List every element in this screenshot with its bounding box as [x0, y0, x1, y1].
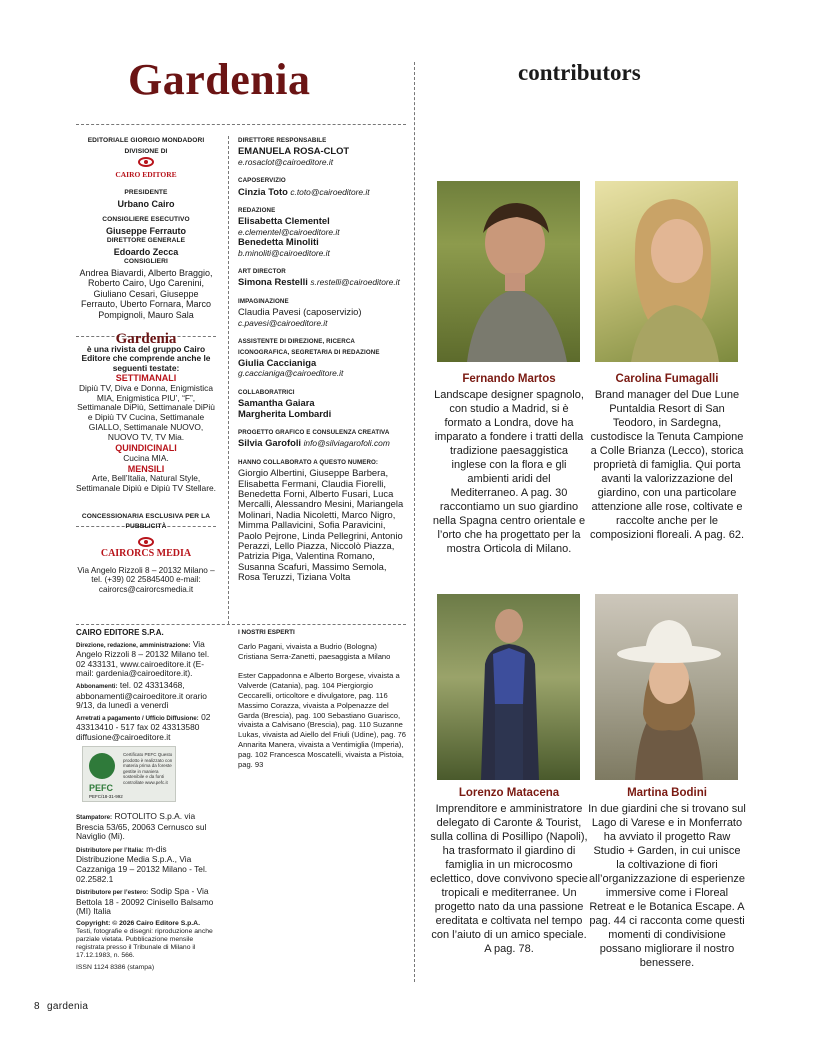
cairorcs-address: Via Angelo Rizzoli 8 – 20132 Milano – tel. (+39) 02 25845400 e-mail: cairorcs@cairorcsmedia.it — [77, 565, 215, 594]
distributore-italia-label: Distributore per l’Italia: — [76, 846, 144, 854]
rule-3 — [76, 624, 406, 625]
redazione-label: REDAZIONE — [238, 207, 276, 215]
portrait-martina-icon — [595, 594, 738, 780]
direttore-email[interactable]: e.rosaclot@cairoeditore.it — [238, 156, 334, 167]
art-email[interactable]: s.restelli@cairoeditore.it — [310, 277, 400, 288]
top-rule — [76, 124, 406, 125]
stampatore-label: Stampatore: — [76, 814, 113, 821]
copyright: Copyright: © 2026 Cairo Editore S.p.A. — [76, 919, 200, 927]
direzione: Via Angelo Rizzoli 8 – 20132 Milano tel. 02 433131, www.cairoeditore.it (E-mail: gardenia@cairoeditore.it). — [76, 638, 210, 679]
portrait-carolina-icon — [595, 181, 738, 362]
cairo-logo-text: CAIRO EDITORE — [115, 169, 177, 179]
pefc-badge — [82, 746, 176, 802]
gardenia-mini-logo: Gardenia — [115, 331, 177, 347]
impaginazione: Claudia Pavesi (caposervizio) — [238, 306, 362, 318]
collaboratrici-1: Samantha Gaiara — [238, 397, 315, 409]
redazione-2: Benedetta Minoliti — [238, 236, 319, 248]
footer-magazine: gardenia — [46, 1001, 89, 1012]
arretrati-label: Arretrati a pagamento / Ufficio Diffusione: — [76, 714, 199, 722]
consiglieri: Andrea Biavardi, Alberto Braggio, Roberto Cairo, Ugo Carenini, Giuliano Cesari, Giuseppe Ferrauto, Uberto Fornara, Marco Pompignoli, Mauro Sala — [79, 267, 213, 320]
esperti-list: Ester Cappadonna e Alberto Borgese, vivaista a Valverde (Catania), pag. 104 Piergiorgio Ceccarelli, orticoltore e divulgatore, pag. 116 Massimo Corazza, vivaista a Polpenazze del Garda (Brescia), pag. 100 Sebastiano Guarisco, vivaista a Calvisano (Brescia), pag. 110 Suzanne Lukas, vivaista ad Aiello del Friuli (Udine), pag. 76 Annarita Manera, vivaista a Ventimiglia (Imperia), pag. 102 Francesca Moscatelli, vivaista a Pistoia, pag. 93 — [238, 671, 406, 769]
direttore-generale: Edoardo Zecca — [113, 246, 179, 257]
caposervizio-email[interactable]: c.toto@cairoeditore.it — [290, 186, 370, 197]
redazione-1: Elisabetta Clementel — [238, 215, 330, 227]
pefc-tree-icon — [89, 753, 115, 779]
contributor-bio: Landscape designer spagnolo, con studio a Madrid, si è formato a Londra, dove ha imparato a fondere i tratti della tradizione paesaggistica inglese con la flora e gli ambienti aridi del Mediterraneo. A pag. 30 raccontiamo un suo giardino nella Spagna centro orientale e l’orto che ha progettato per la mostra Orticola di Milano. — [432, 389, 586, 555]
progetto-email[interactable]: info@silviagarofoli.com — [303, 438, 390, 449]
redazione-2-email[interactable]: b.minoliti@cairoeditore.it — [238, 247, 330, 258]
photo-martina-bodini — [595, 594, 738, 780]
contributor-name: Carolina Fumagalli — [615, 373, 719, 385]
contributor-bio: In due giardini che si trovano sul Lago di Varese e in Monferrato ha avviato il progetto Raw Studio + Garden, in cui unisce la coltivazione di fiori all’organizzazione di esperienze immersive come i Floreal Retreat e le Botanica Escape. A pag. 44 ci racconta come questi momenti di condivisione possano migliorare il nostro benessere. — [588, 803, 746, 969]
art-label: ART DIRECTOR — [238, 268, 286, 276]
divisione: DIVISIONE DI — [124, 147, 168, 155]
direttore: EMANUELA ROSA-CLOT — [238, 145, 350, 157]
settimanali: Dipiù TV, Diva e Donna, Enigmistica MIA, Enigmistica PIU’, “F”, Settimanale DiPiù, Settimanale DiPiù e Dipiù TV Cucina, Settimanale GIALLO, Settimanale NUOVO, NUOVO TV, TV Mia. — [77, 382, 215, 442]
editoriale: EDITORIALE GIORGIO MONDADORI — [87, 137, 205, 144]
caposervizio: Cinzia Toto — [238, 185, 288, 197]
progetto-label: PROGETTO GRAFICO E CONSULENZA CREATIVA — [238, 428, 390, 436]
bio-fernando-martos — [432, 372, 586, 556]
esperti-block — [238, 628, 406, 769]
presidente: Urbano Cairo — [117, 198, 175, 209]
bio-lorenzo-matacena — [430, 786, 588, 956]
distributore-estero-label: Distributore per l’estero: — [76, 889, 149, 897]
distributore-estero: Sodip Spa - Via Bettola 18 - 20092 Cinisello Balsamo (MI) Italia — [76, 886, 214, 917]
esperti-label: I NOSTRI ESPERTI — [238, 629, 295, 636]
assistente-email[interactable]: g.caccianiga@cairoeditore.it — [238, 368, 344, 379]
photo-fernando-martos — [437, 181, 580, 362]
rights: Testi, fotografie e disegni: riproduzione anche parziale vietata. Pubblicazione mensile registrata presso il Tribunale di Milano il 17.12.1983, n. 566. — [76, 927, 213, 959]
abbonamenti: tel. 02 43313468, abbonamenti@cairoeditore.it orario 9/13, da lunedì a venerdì — [76, 679, 207, 711]
assistente: Giulia Caccianiga — [238, 356, 317, 368]
bio-carolina-fumagalli — [588, 372, 746, 542]
pefc-label: PEFC — [89, 783, 114, 793]
redazione-1-email[interactable]: e.clementel@cairoeditore.it — [238, 226, 340, 237]
impaginazione-email[interactable]: c.pavesi@cairoeditore.it — [238, 317, 328, 328]
portrait-lorenzo-icon — [437, 594, 580, 780]
company: CAIRO EDITORE S.P.A. — [76, 628, 164, 637]
cairorcs-eye-icon — [138, 537, 154, 547]
caposervizio-label: CAPOSERVIZIO — [238, 177, 286, 185]
column-divider — [414, 62, 415, 982]
collaboratrici-2: Margherita Lombardi — [238, 407, 332, 419]
abbonamenti-label: Abbonamenti: — [76, 682, 118, 690]
quindicinali: Cucina MIA. — [123, 453, 169, 464]
impaginazione-label: IMPAGINAZIONE — [238, 297, 289, 305]
direttore-generale-label: DIRETTORE GENERALE — [106, 237, 186, 244]
contributor-bio: Brand manager del Due Lune Puntaldia Resort di San Teodoro, in Sardegna, custodisce la Tenuta Campione a Colle Brianza (Lecco), storica proprietà di famiglia. Qui porta avanti la valorizzazione del giardino, con una particolare attenzione alle rose, coltivate e raccolte anche per le composizioni floreali. A pag. 62. — [589, 389, 745, 541]
masthead-left — [76, 136, 216, 594]
hanno-list: Giorgio Albertini, Giuseppe Barbera, Elisabetta Fermani, Claudia Fiorelli, Benedetta Forni, Alberto Fusari, Luca Mercalli, Alessandro Mesini, Mariangela Molinari, Nadia Nicoletti, Marco Nigro, Mimma Pallavicini, Sofia Paravicini, Paolo Pejrone, Linda Pellegrini, Antonio Perazzi, Lello Piazza, Niccolò Piazza, Patrizia Piga, Valentina Romano, Susanna Scafuri, Massimo Semola, Rosa Teruzzi, Tiziana Volta — [238, 467, 404, 583]
distributore-italia: m-dis Distribuzione Media S.p.A., Via Cazzaniga 19 – 20132 Milano - Tel. 02.2582.1 — [76, 843, 208, 884]
masthead-divider — [228, 136, 229, 624]
settimanali-label: SETTIMANALI — [115, 373, 177, 384]
cairorcs-text: CAIRORCS MEDIA — [100, 548, 192, 560]
consiglieri-label: CONSIGLIERI — [124, 258, 168, 265]
concessionaria: CONCESSIONARIA ESCLUSIVA PER LA PUBBLICITÀ — [81, 512, 211, 531]
mensili: Arte, Bell’Italia, Natural Style, Settimanale Dipiù e Dipiù TV Stellare. — [76, 473, 216, 493]
progetto: Silvia Garofoli — [238, 437, 302, 449]
masthead-left-credits — [76, 812, 216, 973]
section-title: contributors — [518, 60, 641, 85]
mensili-label: MENSILI — [127, 463, 165, 474]
issn: ISSN 1124 8386 (stampa) — [76, 963, 155, 971]
pefc-code: PEFC/18-31-992 — [89, 794, 123, 799]
consigliere-label: CONSIGLIERE ESECUTIVO — [102, 216, 190, 223]
presidente-label: PRESIDENTE — [124, 189, 168, 196]
magazine-title: Gardenia — [128, 55, 311, 104]
portrait-fernando-icon — [437, 181, 580, 362]
cairo-logo — [76, 157, 216, 170]
contributor-name: Martina Bodini — [627, 787, 707, 799]
hanno-label: HANNO COLLABORATO A QUESTO NUMERO: — [238, 458, 379, 466]
direzione-label: Direzione, redazione, amministrazione: — [76, 641, 191, 649]
photo-lorenzo-matacena — [437, 594, 580, 780]
consigliere: Giuseppe Ferrauto — [105, 225, 186, 236]
cairo-eye-icon — [138, 157, 154, 167]
page-footer — [34, 1001, 88, 1012]
art: Simona Restelli — [238, 276, 308, 288]
arretrati: 02 43313410 - 517 fax 02 43313580 diffusione@cairoeditore.it — [76, 711, 211, 742]
pefc-small-text: Certificato PEFC Questo prodotto è realizzato con materia prima da foreste gestite in maniera sostenibile e da fonti controllate www.pefc.it — [123, 752, 173, 785]
direttore-label: DIRETTORE RESPONSABILE — [238, 137, 327, 144]
assistente-label: ASSISTENTE DI DIREZIONE, RICERCA ICONOGRAFICA, SEGRETARIA DI REDAZIONE — [238, 338, 380, 356]
masthead-left-bottom — [76, 628, 216, 745]
collaboratrici-label: COLLABORATRICI — [238, 388, 295, 396]
contributor-name: Fernando Martos — [462, 373, 556, 385]
masthead-middle — [238, 136, 406, 592]
photo-carolina-fumagalli — [595, 181, 738, 362]
bio-martina-bodini — [588, 786, 746, 970]
stampatore: ROTOLITO S.p.A. via Brescia 53/65, 20063 Cernusco sul Naviglio (Mi). — [76, 811, 207, 842]
page-number: 8 — [34, 1001, 40, 1012]
gruppo: è una rivista del gruppo Cairo Editore che comprende anche le seguenti testate: — [81, 343, 211, 373]
esperti-intro: Carlo Pagani, vivaista a Budrio (Bologna) Cristiana Serra-Zanetti, paesaggista a Milano — [238, 641, 391, 661]
contributor-bio: Imprenditore e amministratore delegato di Caronte & Tourist, sulla collina di Posillipo (Napoli), ha trasformato il giardino di famiglia in un microcosmo eclettico, dove convivono specie tropicali e mediterranee. Un progetto nato da una passione ereditata e coltivata nel tempo con l’aiuto di un amico speciale. A pag. 78. — [430, 803, 588, 955]
contributor-name: Lorenzo Matacena — [458, 787, 560, 799]
quindicinali-label: QUINDICINALI — [115, 442, 177, 453]
